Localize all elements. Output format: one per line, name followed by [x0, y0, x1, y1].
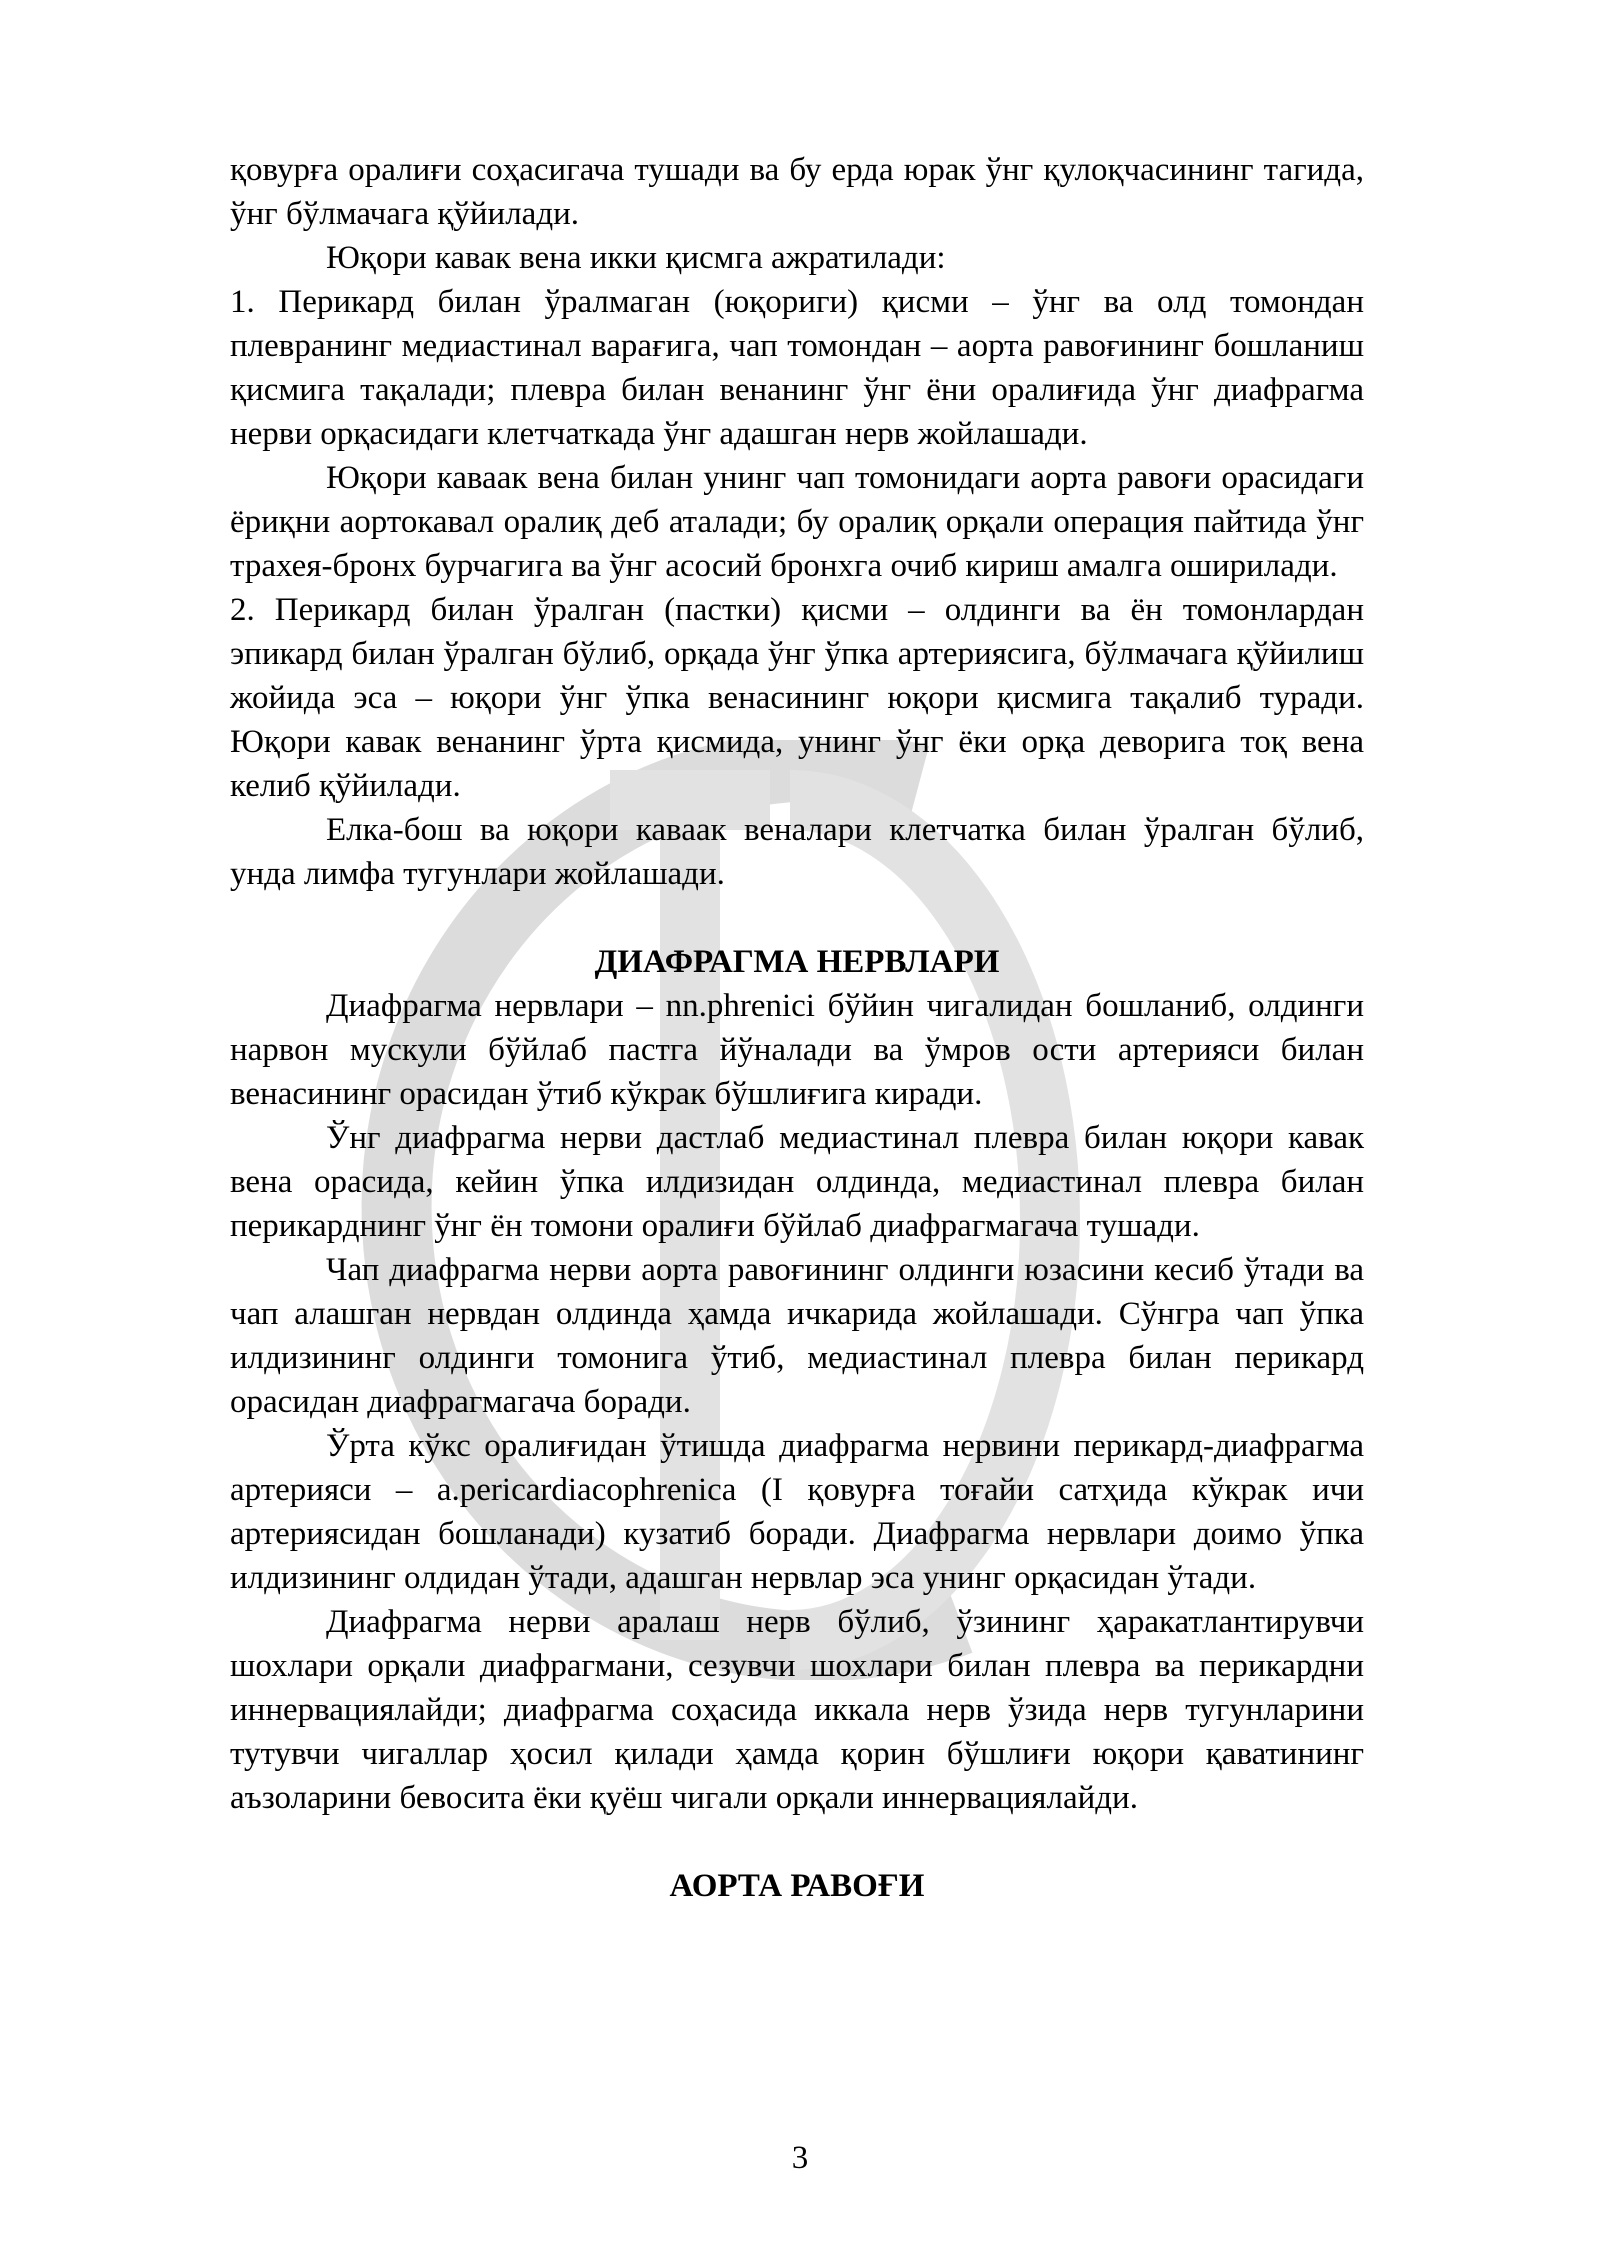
page-number: 3 — [791, 2140, 809, 2176]
paragraph-right-phrenic: Ўнг диафрагма нерви дастлаб медиастинал плевра билан юқори кавак вена орасида, кейин ўпка илдизидан олдинда, медиастинал плевра билан перикарднинг ўнг ён томони оралиғи бўйлаб диафрагмагача тушади. — [230, 1120, 1364, 1244]
section-gap — [230, 1820, 1364, 1864]
paragraph-continuation: қовурға оралиғи соҳасигача тушади ва бу ерда юрак ўнг қулоқчасининг тагида, ўнг бўлмачага қўйилади. — [230, 152, 1364, 232]
section-heading-diaphragm-nerves: ДИАФРАГМА НЕРВЛАРИ — [594, 944, 1000, 980]
paragraph-left-phrenic: Чап диафрагма нерви аорта равоғининг олдинги юзасини кесиб ўтади ва чап алашган нервдан олдинда ҳамда ичкарида жойлашади. Сўнгра чап ўпка илдизининг олдинги томонига ўтиб, медиастинал плевра билан перикард орасидан диафрагмагача боради. — [230, 1252, 1364, 1420]
paragraph-mixed-nerve: Диафрагма нерви аралаш нерв бўлиб, ўзининг ҳаракатлантирувчи шохлари орқали диафрагмани, сезувчи шохлари билан плевра ва перикардни иннервациялайди; диафрагма соҳасида иккала нерв ўзида нерв тугунларини тутувчи чигаллар ҳосил қилади ҳамда қорин бўшлиғи юқори қаватининг аъзоларини бевосита ёки қуёш чигали орқали иннервациялайди. — [230, 1604, 1364, 1816]
paragraph-diaphragm-nerves: Диафрагма нервлари – nn.phrenici бўйин чигалидан бошланиб, олдинги нарвон мускули бўйлаб пастга йўналади ва ўмров ости артерияси билан венасининг орасидан ўтиб кўкрак бўшлиғига киради. — [230, 988, 1364, 1112]
document-page — [230, 148, 1364, 1908]
paragraph-lymph-nodes: Елка-бош ва юқори каваак веналари клетчатка билан ўралган бўлиб, унда лимфа тугунлари жойлашади. — [230, 812, 1364, 892]
paragraph-vena-parts-intro: Юқори кавак вена икки қисмга ажратилади: — [326, 240, 946, 276]
paragraph-part-2: 2. Перикард билан ўралган (пастки) қисми – олдинги ва ён томонлардан эпикард билан ўралган бўлиб, орқада ўнг ўпка артериясига, бўлмачага қўйилиш жойида эса – юқори ўнг ўпка венасининг юқори қисмига тақалиб туради. Юқори кавак венанинг ўрта қисмида, унинг ўнг ёки орқа деворига тоқ вена келиб қўйилади. — [230, 592, 1364, 804]
paragraph-aortocaval-space: Юқори каваак вена билан унинг чап томонидаги аорта равоғи орасидаги ёриқни аортокавал оралиқ деб аталади; бу оралиқ орқали операция пайтида ўнг трахея-бронх бурчагига ва ўнг асосий бронхга очиб кириш амалга оширилади. — [230, 460, 1364, 584]
section-gap — [230, 896, 1364, 940]
paragraph-part-1: 1. Перикард билан ўралмаган (юқориги) қисми – ўнг ва олд томондан плевранинг медиастинал варағига, чап томондан – аорта равоғининг бошланиш қисмига тақалади; плевра билан венанинг ўнг ёни оралиғида ўнг диафрагма нерви орқасидаги клетчаткада ўнг адашган нерв жойлашади. — [230, 284, 1364, 452]
section-heading-aortic-arch: АОРТА РАВОҒИ — [669, 1868, 925, 1904]
paragraph-mediastinum: Ўрта кўкс оралиғидан ўтишда диафрагма нервини перикард-диафрагма артерияси – a.pericardiacophrenica (I қовурға тоғайи сатҳида кўкрак ичи артериясидан бошланади) кузатиб боради. Диафрагма нервлари доимо ўпка илдизининг олдидан ўтади, адашган нервлар эса унинг орқасидан ўтади. — [230, 1428, 1364, 1596]
